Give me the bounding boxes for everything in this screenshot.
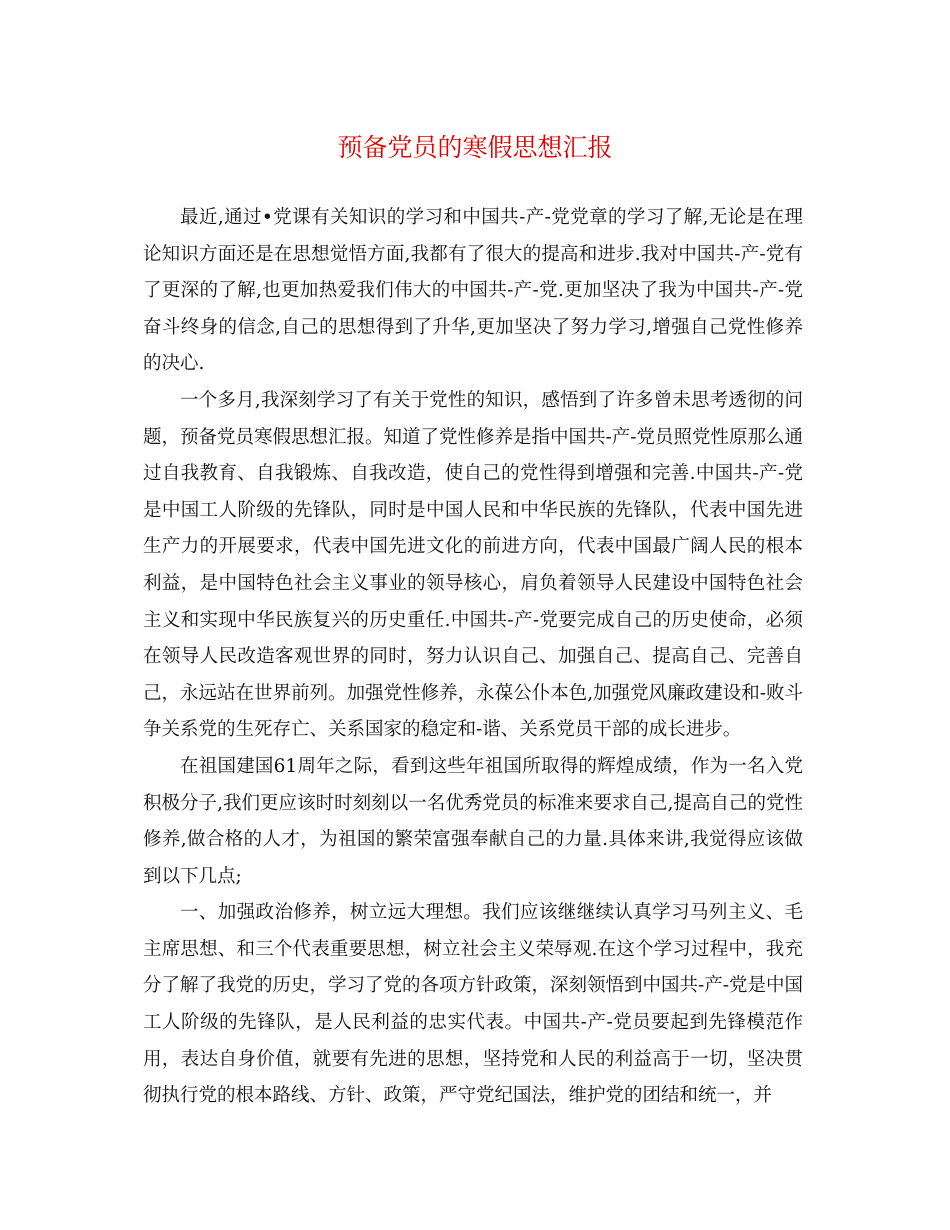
paragraph-3: 在祖国建国61周年之际，看到这些年祖国所取得的辉煌成绩，作为一名入党积极分子,我们更应该时时刻刻以一名优秀党员的标准来要求自己,提高自己的党性修养,做合格的人才，为祖国的繁荣富强奉献自己的力量.具体来讲,我觉得应该做到以下几点; — [143, 755, 803, 887]
paragraph-2: 一个多月,我深刻学习了有关于党性的知识，感悟到了许多曾未思考透彻的问题，预备党员寒假思想汇报。知道了党性修养是指中国共-产-党员照党性原那么通过自我教育、自我锻炼、自我改造，使自己的党性得到增强和完善.中国共-产-党是中国工人阶级的先锋队，同时是中国人民和中华民族的先锋队，代表中国先进生产力的开展要求，代表中国先进文化的前进方向，代表中国最广阔人民的根本利益，是中国特色社会主义事业的领导核心，肩负着领导人民建设中国特色社会主义和实现中华民族复兴的历史重任.中国共-产-党要完成自己的历史使命，必须在领导人民改造客观世界的同时，努力认识自己、加强自己、提高自己、完善自己，永远站在世界前列。加强党性修养，永葆公仆本色,加强党风廉政建设和-败斗争关系党的生死存亡、关系国家的稳定和-谐、关系党员干部的成长进步。 — [143, 389, 804, 741]
document-body — [143, 200, 803, 1115]
document-title: 预备党员的寒假思想汇报 — [337, 133, 613, 162]
paragraph-1: 最近,通过•党课有关知识的学习和中国共-产-党党章的学习了解,无论是在理论知识方面还是在思想觉悟方面,我都有了很大的提高和进步.我对中国共-产-党有了更深的了解,也更加热爱我们伟大的中国共-产-党.更加坚决了我为中国共-产-党奋斗终身的信念,自己的思想得到了升华,更加坚决了努力学习,增强自己党性修养的决心. — [143, 207, 803, 375]
paragraph-4: 一、加强政治修养，树立远大理想。我们应该继继续认真学习马列主义、毛主席思想、和三个代表重要思想，树立社会主义荣辱观.在这个学习过程中，我充分了解了我党的历史，学习了党的各项方针政策，深刻领悟到中国共-产-党是中国工人阶级的先锋队，是人民利益的忠实代表。中国共-产-党员要起到先锋模范作用，表达自身价值，就要有先进的思想，坚持党和人民的利益高于一切，坚决贯彻执行党的根本路线、方针、政策，严守党纪国法，维护党的团结和统一，并 — [143, 902, 804, 1107]
